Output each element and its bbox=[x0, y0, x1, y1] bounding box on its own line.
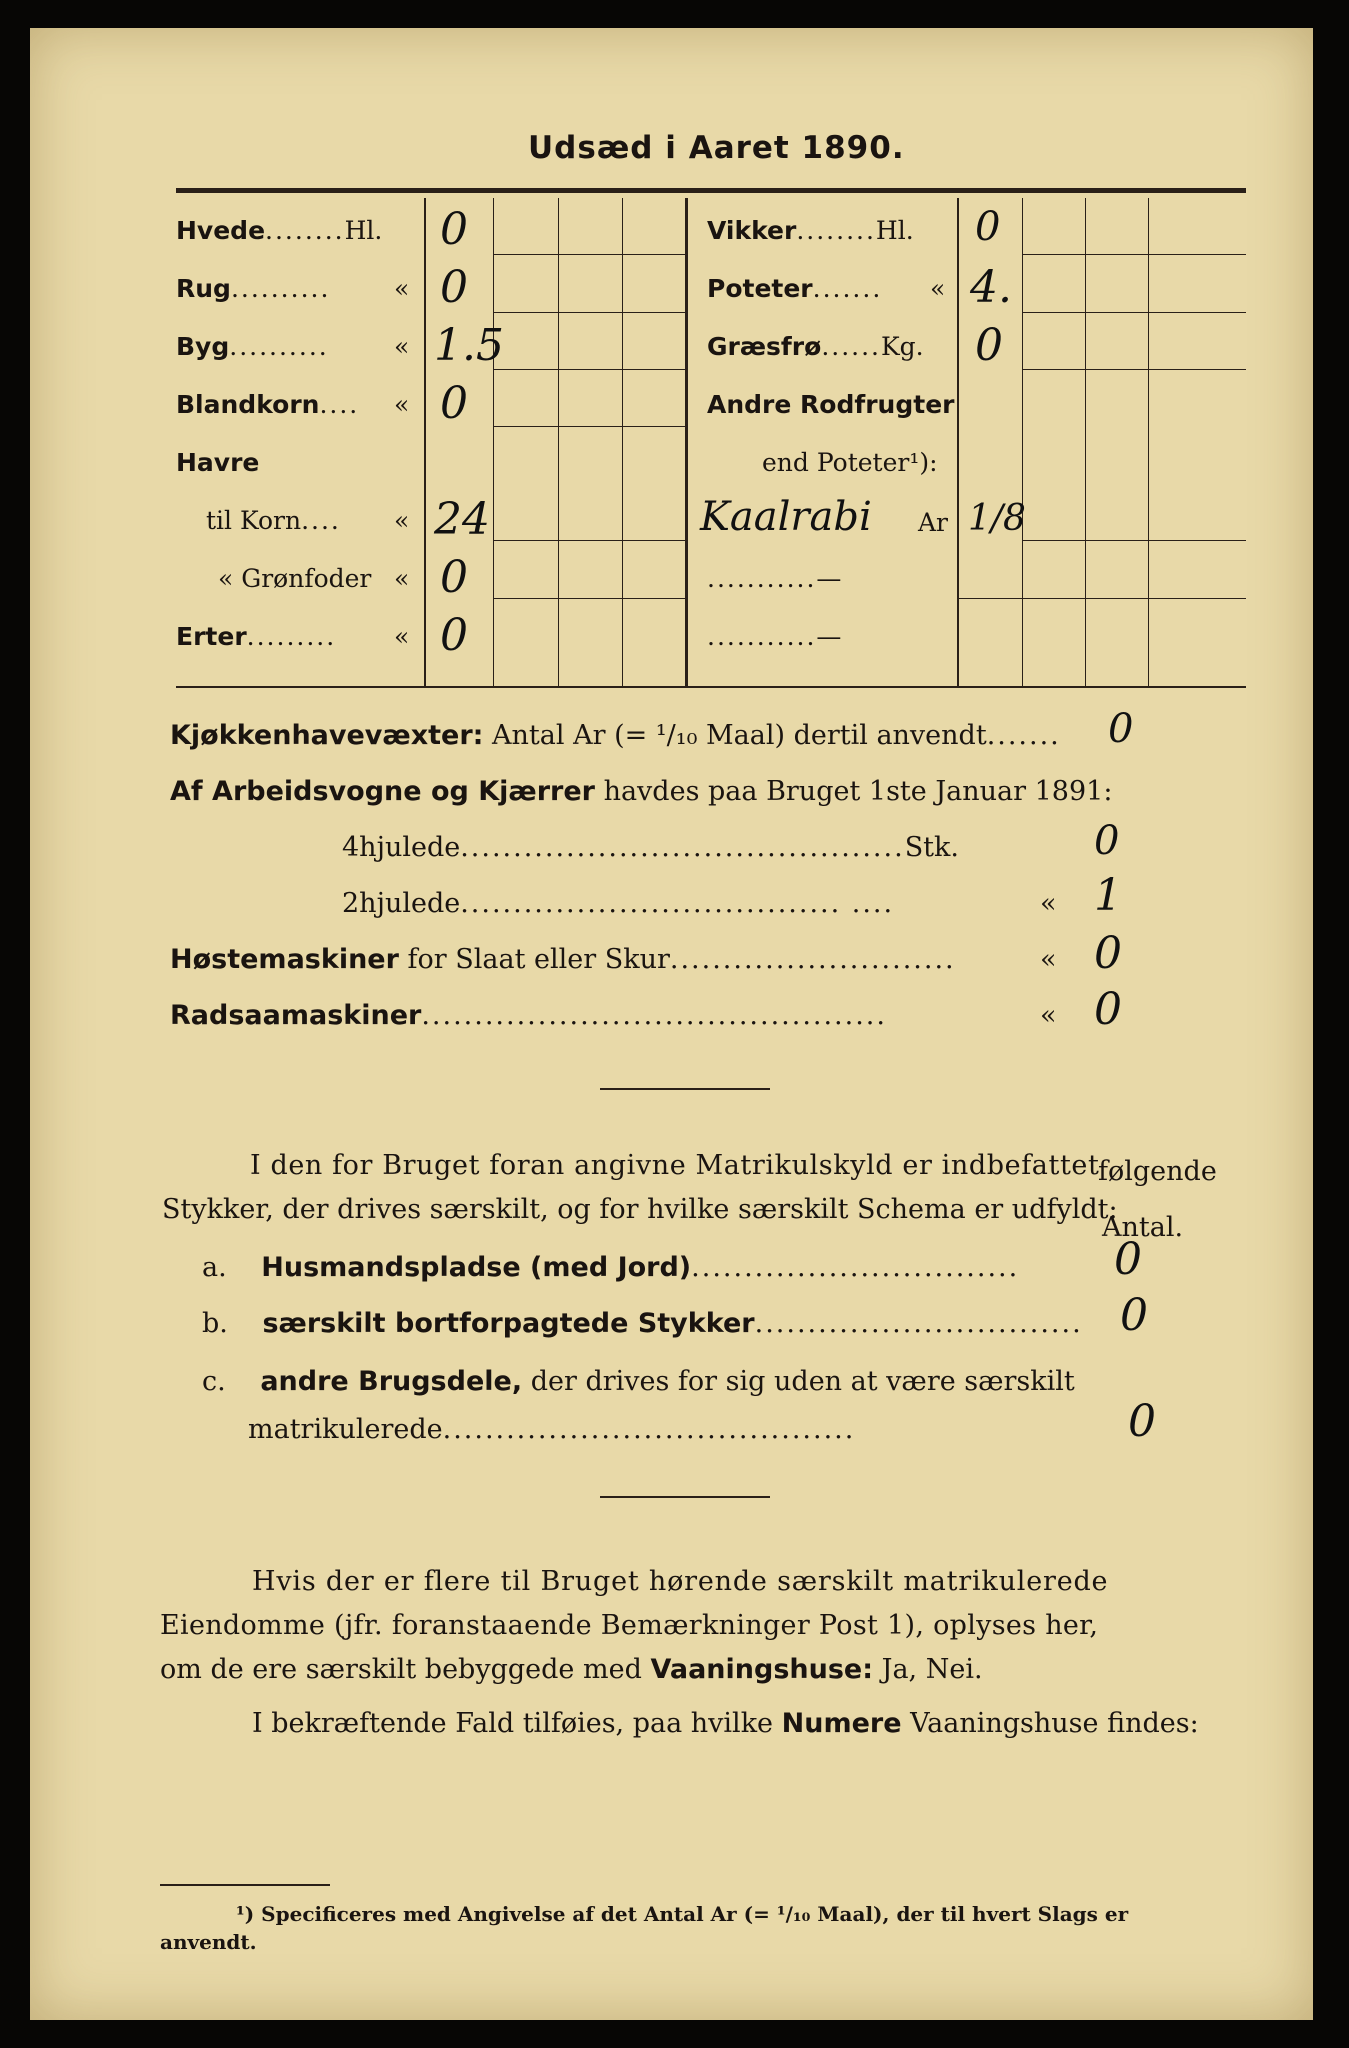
row-line bbox=[493, 254, 685, 255]
row-line bbox=[493, 369, 685, 370]
item-a bbox=[202, 1252, 1019, 1283]
leader-dots: ........................... bbox=[669, 944, 956, 975]
table-center-divider bbox=[685, 198, 688, 686]
table-divider bbox=[493, 198, 494, 686]
wagon-label: 2hjulede bbox=[342, 888, 461, 919]
unit-label: « bbox=[394, 506, 410, 535]
row-line bbox=[493, 540, 685, 541]
leader-dots: .......................................... bbox=[460, 832, 905, 863]
machine-label-bold: Høstemaskiner bbox=[170, 944, 399, 975]
row-line bbox=[1022, 369, 1246, 370]
item-b bbox=[202, 1308, 1083, 1339]
leader-dots: .... bbox=[319, 390, 360, 419]
blank-row bbox=[707, 622, 841, 651]
item-letter: a. bbox=[202, 1252, 227, 1283]
crop-handwritten-label: Kaalrabi bbox=[700, 494, 872, 540]
unit-label: Hl. bbox=[344, 216, 383, 245]
leader-dots: ........... bbox=[707, 564, 817, 593]
crop-label: Rug bbox=[176, 274, 231, 303]
leader-dots: ....................................... bbox=[442, 1414, 856, 1445]
seed-drills-row bbox=[170, 1000, 887, 1031]
leader-dots: ............................... bbox=[691, 1252, 1020, 1283]
crop-label: til Korn bbox=[206, 506, 302, 535]
crop-label-havre: Havre bbox=[176, 448, 260, 477]
unit-label: Ar bbox=[918, 508, 949, 537]
unit-label: — bbox=[816, 564, 842, 593]
leader-dots: ......... bbox=[246, 622, 337, 651]
crop-value: 0 bbox=[975, 204, 1001, 250]
item-c-line2 bbox=[248, 1414, 855, 1445]
crop-row-erter bbox=[176, 622, 336, 651]
crop-value: 0 bbox=[440, 378, 468, 429]
para2-line4b: Numere bbox=[781, 1708, 902, 1739]
crop-label-gronfoder: « Grønfoder bbox=[218, 564, 372, 593]
kitchen-garden-line bbox=[170, 720, 1061, 751]
page-title: Udsæd i Aaret 1890. bbox=[528, 130, 905, 166]
para1-line1: I den for Bruget foran angivne Matrikulskyld er indbefattet bbox=[250, 1150, 1100, 1181]
para2-line4c: Vaaningshuse findes: bbox=[910, 1708, 1199, 1739]
item-value: 0 bbox=[1128, 1396, 1156, 1447]
wagon-value: 0 bbox=[1094, 818, 1120, 864]
table-divider bbox=[1085, 198, 1086, 686]
unit-label: « bbox=[394, 390, 410, 419]
leader-dots: ........... bbox=[707, 622, 817, 651]
leader-dots: .... bbox=[301, 506, 341, 535]
crop-value: 0 bbox=[975, 320, 1003, 371]
unit-label: — bbox=[816, 622, 842, 651]
para2-line3a: om de ere særskilt bebyggede med bbox=[160, 1654, 642, 1685]
crop-label-end-poteter: end Poteter¹): bbox=[762, 448, 938, 477]
unit-label: « bbox=[1040, 1000, 1057, 1031]
crop-row-til-korn bbox=[206, 506, 341, 535]
wagon-label: 4hjulede bbox=[342, 832, 461, 863]
title-rule bbox=[176, 188, 1246, 193]
leader-dots: .......... bbox=[230, 274, 331, 303]
crop-row-byg bbox=[176, 332, 329, 361]
crop-value: 0 bbox=[440, 552, 468, 603]
machine-value: 0 bbox=[1094, 928, 1122, 979]
table-bottom-rule bbox=[176, 686, 1246, 688]
crop-label: Vikker bbox=[707, 216, 797, 245]
para2-line1: Hvis der er flere til Bruget hørende særskilt matrikulerede bbox=[252, 1566, 1109, 1597]
section-divider bbox=[600, 1088, 770, 1090]
unit-label: « bbox=[394, 332, 410, 361]
crop-row-blandkorn bbox=[176, 390, 359, 419]
wagon-value: 1 bbox=[1094, 870, 1122, 921]
para2-line4a: I bekræftende Fald tilføies, paa hvilke bbox=[252, 1708, 774, 1739]
crop-value: 24 bbox=[434, 494, 490, 545]
para1-col-head2: Antal. bbox=[1102, 1212, 1184, 1243]
crop-label: Byg bbox=[176, 332, 230, 361]
crop-row-poteter bbox=[707, 274, 882, 303]
wagons-heading-text: havdes paa Bruget 1ste Januar 1891: bbox=[603, 776, 1113, 807]
unit-label: « bbox=[394, 274, 410, 303]
table-divider bbox=[558, 198, 559, 686]
para2-line2: Eiendomme (jfr. foranstaaende Bemærkninger Post 1), oplyses her, bbox=[160, 1610, 1099, 1641]
leader-dots: ...... bbox=[821, 332, 881, 361]
table-divider bbox=[1022, 198, 1023, 686]
leader-dots: ............................... bbox=[754, 1308, 1083, 1339]
item-value: 0 bbox=[1120, 1290, 1148, 1341]
para1-col-head1: følgende bbox=[1098, 1156, 1217, 1187]
form-page bbox=[30, 28, 1313, 2020]
unit-label: « bbox=[930, 274, 946, 303]
row-line bbox=[1022, 540, 1246, 541]
item-letter: b. bbox=[202, 1308, 228, 1339]
row-line bbox=[493, 312, 685, 313]
row-line bbox=[1022, 312, 1246, 313]
machine-value: 0 bbox=[1094, 984, 1122, 1035]
section-divider bbox=[600, 1496, 770, 1498]
crop-row-vikker bbox=[707, 216, 914, 245]
footnote-rule bbox=[160, 1884, 330, 1886]
footnote-line2: anvendt. bbox=[160, 1930, 257, 1954]
leader-dots: .......... bbox=[229, 332, 329, 361]
item-label: Husmandspladse (med Jord) bbox=[261, 1252, 692, 1283]
item-c bbox=[202, 1366, 1075, 1397]
table-divider bbox=[622, 198, 623, 686]
leader-dots: ............................................ bbox=[421, 1000, 887, 1031]
para2-line3 bbox=[160, 1654, 983, 1685]
item-label-line2: matrikulerede bbox=[248, 1414, 443, 1445]
crop-row-graesfro bbox=[707, 332, 924, 361]
leader-dots: ....... bbox=[812, 274, 883, 303]
wagons-2hjulede-row bbox=[342, 888, 894, 919]
item-label: andre Brugsdele, bbox=[260, 1366, 523, 1397]
crop-value: 4. bbox=[970, 262, 1012, 313]
table-divider bbox=[424, 198, 426, 686]
machine-label: for Slaat eller Skur bbox=[407, 944, 670, 975]
machine-label-bold: Radsaamaskiner bbox=[170, 1000, 422, 1031]
blank-row bbox=[707, 564, 841, 593]
unit-label: Stk. bbox=[904, 832, 959, 863]
leader-dots: ....... bbox=[986, 720, 1061, 751]
leader-dots: .................................... .... bbox=[460, 888, 895, 919]
item-label: særskilt bortforpagtede Stykker bbox=[262, 1308, 755, 1339]
crop-label-andre-rodfrugter: Andre Rodfrugter bbox=[707, 390, 955, 419]
unit-label: « bbox=[394, 622, 410, 651]
row-line bbox=[1022, 254, 1246, 255]
harvesters-row bbox=[170, 944, 956, 975]
crop-value: 0 bbox=[440, 610, 468, 661]
crop-label: Græsfrø bbox=[707, 332, 822, 361]
crop-label: Erter bbox=[176, 622, 247, 651]
para1-line2: Stykker, der drives særskilt, og for hvilke særskilt Schema er udfyldt: bbox=[162, 1194, 1118, 1225]
item-letter: c. bbox=[202, 1366, 226, 1397]
unit-label: Hl. bbox=[875, 216, 914, 245]
unit-label: « bbox=[394, 564, 410, 593]
kitchen-garden-label: Kjøkkenhavevæxter: bbox=[170, 720, 484, 751]
leader-dots: ........ bbox=[265, 216, 345, 245]
unit-label: « bbox=[1040, 888, 1057, 919]
footnote-line1: ¹) Specificeres med Angivelse af det Antal Ar (= ¹/₁₀ Maal), der til hvert Slags er bbox=[236, 1902, 1129, 1926]
row-line bbox=[957, 598, 1246, 599]
item-text: der drives for sig uden at være særskilt bbox=[530, 1366, 1075, 1397]
kitchen-garden-text: Antal Ar (= ¹/₁₀ Maal) dertil anvendt bbox=[492, 720, 987, 751]
para2-line3b: Vaaningshuse: bbox=[650, 1654, 874, 1685]
para2-line3c: Ja, Nei. bbox=[881, 1654, 983, 1685]
row-line bbox=[493, 598, 685, 599]
leader-dots: ........ bbox=[796, 216, 876, 245]
crop-value: 0 bbox=[440, 204, 468, 255]
crop-label: Hvede bbox=[176, 216, 266, 245]
kitchen-garden-value: 0 bbox=[1108, 706, 1134, 752]
crop-value: 1.5 bbox=[434, 320, 504, 371]
crop-label: Blandkorn bbox=[176, 390, 320, 419]
table-divider bbox=[1148, 198, 1149, 686]
wagons-heading-bold: Af Arbeidsvogne og Kjærrer bbox=[170, 776, 595, 807]
unit-label: « bbox=[1040, 944, 1057, 975]
para2-line4 bbox=[252, 1708, 1199, 1739]
crop-row-rug bbox=[176, 274, 330, 303]
crop-label: Poteter bbox=[707, 274, 813, 303]
unit-label: Kg. bbox=[881, 332, 924, 361]
row-line bbox=[493, 426, 685, 427]
crop-value: 1/8 bbox=[968, 498, 1026, 539]
item-value: 0 bbox=[1114, 1234, 1142, 1285]
wagons-heading bbox=[170, 776, 1112, 807]
table-divider bbox=[957, 198, 959, 686]
crop-value: 0 bbox=[440, 262, 468, 313]
crop-row-hvede bbox=[176, 216, 421, 245]
wagons-4hjulede-row bbox=[342, 832, 959, 863]
